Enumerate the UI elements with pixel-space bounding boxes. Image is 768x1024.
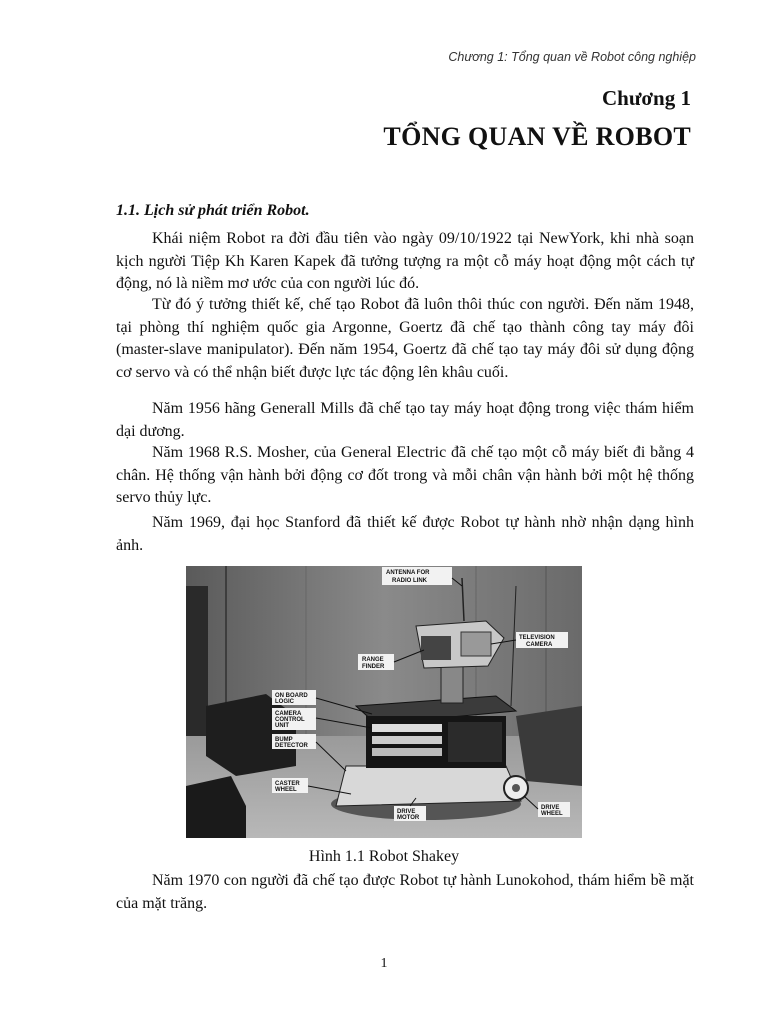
paragraph-3: Năm 1956 hãng Generall Mills đã chế tạo tay máy hoạt động trong việc thám hiểm dại dương.	[116, 400, 694, 440]
label-caster-wheel: WHEEL	[275, 787, 297, 793]
label-camera: CAMERA	[526, 642, 553, 648]
label-wheel: WHEEL	[541, 811, 563, 817]
label-finder: FINDER	[362, 664, 385, 670]
label-antenna: ANTENNA FOR	[386, 570, 430, 576]
section-heading: 1.1. Lịch sử phát triển Robot.	[116, 202, 310, 219]
paragraph-6: Năm 1970 con người đã chế tạo được Robot tự hành Lunokohod, thám hiểm bề mặt của mặt trăng.	[116, 872, 694, 912]
chapter-title: TỔNG QUAN VỀ ROBOT	[383, 122, 691, 151]
label-television: TELEVISION	[519, 635, 555, 641]
label-caster: CASTER	[275, 781, 300, 787]
paragraph-2: Từ đó ý tưởng thiết kế, chế tạo Robot đã luôn thôi thúc con người. Đến năm 1948, tại phòng thí nghiệm quốc gia Argonne, Goertz đã chế tạo thành công tay máy đôi (master-slave manipulator). Đến năm 1954, Goertz đã chế tạo tay máy đôi sử dụng động cơ servo và có thể nhận biết được lực tác động lên khâu cuối.	[116, 296, 694, 381]
label-radio-link: RADIO LINK	[392, 578, 427, 584]
figure-caption: Hình 1.1 Robot Shakey	[308, 848, 460, 865]
label-drive: DRIVE	[397, 809, 416, 815]
label-control: CONTROL	[275, 717, 305, 723]
label-on-board: ON BOARD	[275, 693, 308, 699]
label-drive-wheel: DRIVE	[541, 805, 560, 811]
paragraph-1: Khái niệm Robot ra đời đầu tiên vào ngày 09/10/1922 tại NewYork, khi nhà soạn kịch người Tiệp Kh Karen Kapek đã tưởng tượng ra một cỗ máy hoạt động một cách tự động, nó là niềm mơ ước của con người lúc đó.	[116, 230, 694, 292]
label-motor: MOTOR	[397, 815, 420, 821]
label-detector: DETECTOR	[275, 743, 308, 749]
robot-shakey-photo	[186, 566, 582, 838]
paragraph-5: Năm 1969, đại học Stanford đã thiết kế được Robot tự hành nhờ nhận dạng hình ảnh.	[116, 514, 694, 554]
page-number: 1	[380, 956, 388, 971]
label-logic: LOGIC	[275, 699, 294, 705]
label-bump: BUMP	[275, 737, 293, 743]
paragraph-4: Năm 1968 R.S. Mosher, của General Electric đã chế tạo một cỗ máy biết đi bằng 4 chân. Hệ thống vận hành bởi động cơ đốt trong và mỗi chân vận hành bởi một hệ thống servo thủy lực.	[116, 444, 694, 506]
chapter-label: Chương 1	[601, 86, 691, 110]
label-camera-control: CAMERA	[275, 711, 302, 717]
label-range: RANGE	[362, 657, 384, 663]
label-unit: UNIT	[275, 723, 289, 729]
running-header: Chương 1: Tổng quan về Robot công nghiệp	[448, 50, 696, 64]
